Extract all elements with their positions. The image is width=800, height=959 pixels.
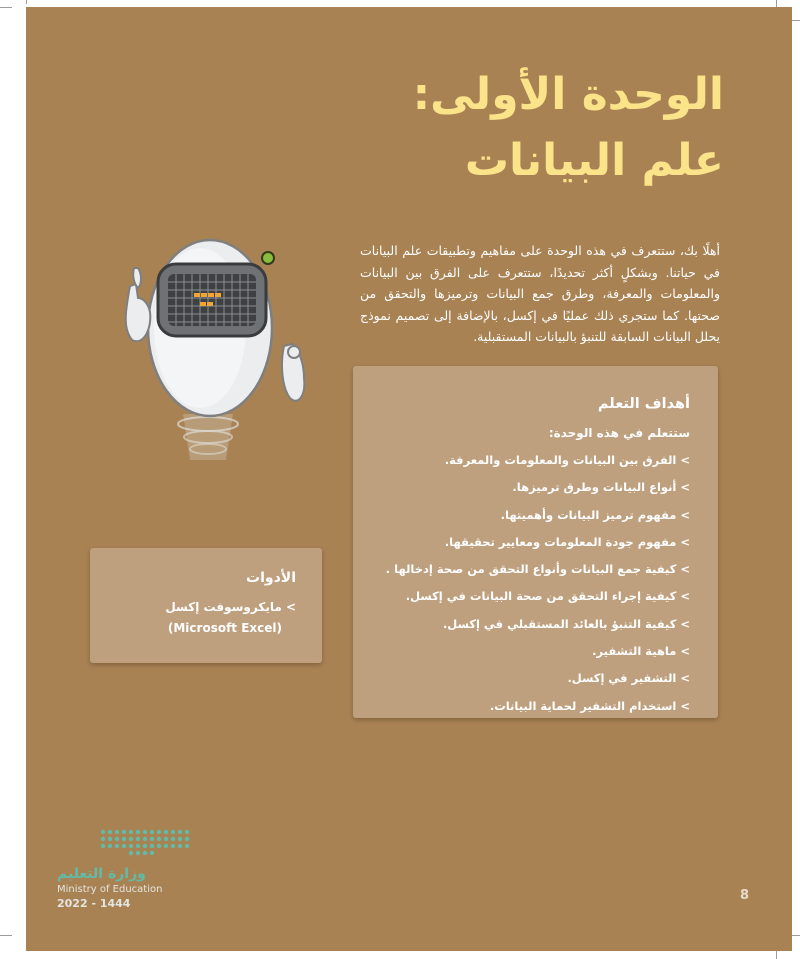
list-item: > كيفية إجراء التحقق من صحة البيانات في إكسل.	[405, 589, 690, 604]
learning-goals-subheading: ستتعلم في هذه الوحدة:	[548, 426, 690, 440]
tools-item: > مايكروسوفت إكسل	[165, 600, 296, 614]
tools-heading: الأدوات	[246, 570, 296, 586]
learning-goals-box	[353, 366, 718, 718]
ministry-logo	[55, 826, 195, 916]
crop-mark	[0, 7, 12, 8]
learning-goals-heading: أهداف التعلم	[597, 396, 690, 412]
crop-mark	[26, 0, 27, 4]
ministry-name-english: Ministry of Education	[57, 884, 163, 895]
tools-item-english: (Microsoft Excel)	[167, 621, 282, 635]
tools-box	[90, 548, 322, 663]
list-item: > مفهوم جودة المعلومات ومعايير تحقيقها.	[444, 534, 690, 549]
list-item: > ماهية التشفير.	[592, 644, 690, 659]
unit-title-line1: الوحدة الأولى:	[412, 69, 724, 120]
edition-year: 2022 - 1444	[57, 897, 131, 910]
unit-title-line2: علم البيانات	[464, 135, 724, 186]
list-item: > استخدام التشفير لحماية البيانات.	[489, 698, 690, 713]
list-item: > كيفية التنبؤ بالعائد المستقبلي في إكسل.	[442, 616, 690, 631]
intro-paragraph: أهلًا بك، ستتعرف في هذه الوحدة على مفاهيم وتطبيقات علم البيانات في حياتنا. وبشكلٍ أكثر تحديدًا، ستتعرف على الفرق بين البيانات والمعلومات والمعرفة، وطرق جمع البيانات وترميزها والتحقق من صحتها. كما ستجري ذلك عمليًا في إكسل، بالإضافة إلى تصميم نموذج يحلل البيانات السابقة للتنبؤ بالبيانات المستقبلية.	[360, 243, 720, 344]
ministry-logo-mark	[55, 826, 195, 866]
page-number: 8	[740, 888, 750, 903]
robot-illustration	[108, 228, 318, 468]
unit-title	[224, 62, 724, 194]
list-item: > أنواع البيانات وطرق ترميزها.	[512, 480, 690, 495]
list-item: > الفرق بين البيانات والمعلومات والمعرفة.	[444, 453, 690, 467]
crop-mark	[0, 935, 12, 936]
list-item: > كيفية جمع البيانات وأنواع التحقق من صحة إدخالها .	[385, 562, 690, 577]
list-item: > التشفير في إكسل.	[567, 671, 690, 686]
ministry-name-arabic: وزارة التعليم	[57, 866, 146, 882]
learning-goals-list	[370, 447, 690, 720]
list-item: > مفهوم ترميز البيانات وأهميتها.	[500, 507, 690, 522]
